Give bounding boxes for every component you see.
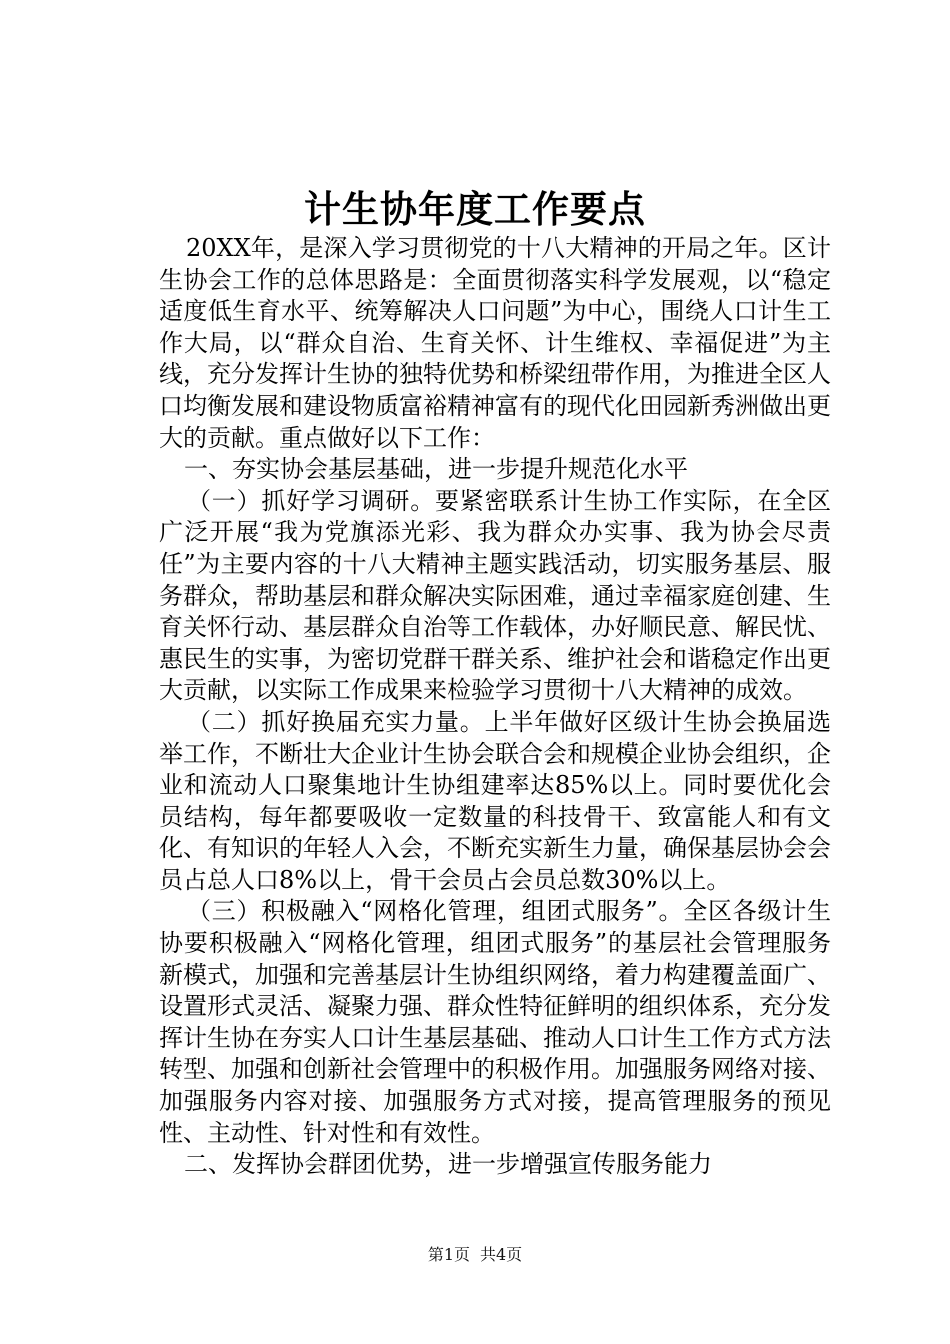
section-heading-2: 二、发挥协会群团优势，进一步增强宣传服务能力 [184,1150,712,1179]
section-heading-1: 一、夯实协会基层基础，进一步提升规范化水平 [184,455,688,484]
subsection-paragraph-1: （一）抓好学习调研。要紧密联系计生协工作实际，在全区广泛开展“我为党旗添光彩、我为群众办实事、我为协会尽责任”为主要内容的十八大精神主题实践活动，切实服务基层、服务群众，帮助基层和群众解决实际困难，通过幸福家庭创建、生育关怀行动、基层群众自治等工作载体，办好顺民意、解民忧、惠民生的实事，为密切党群干群关系、维护社会和谐稳定作出更大贡献，以实际工作成果来检验学习贯彻十八大精神的成效。 [159,486,831,705]
document-body [159,233,831,1181]
page-total: 共4页 [480,1245,523,1264]
subsection-paragraph-2: （二）抓好换届充实力量。上半年做好区级计生协会换届选举工作，不断壮大企业计生协会联合会和规模企业协会组织，企业和流动人口聚集地计生协组建率达85%以上。同时要优化会员结构，每年都要吸收一定数量的科技骨干、致富能人和有文化、有知识的年轻人入会，不断充实新生力量，确保基层协会会员占总人口8%以上，骨干会员占会员总数30%以上。 [159,707,831,894]
intro-paragraph: 20XX年，是深入学习贯彻党的十八大精神的开局之年。区计生协会工作的总体思路是：全面贯彻落实科学发展观，以“稳定适度低生育水平、统筹解决人口问题”为中心，围绕人口计生工作大局，以“群众自治、生育关怀、计生维权、幸福促进”为主线，充分发挥计生协的独特优势和桥梁纽带作用，为推进全区人口均衡发展和建设物质富裕精神富有的现代化田园新秀洲做出更大的贡献。重点做好以下工作： [159,234,831,452]
subsection-paragraph-3: （三）积极融入“网格化管理，组团式服务”。全区各级计生协要积极融入“网格化管理，组团式服务”的基层社会管理服务新模式，加强和完善基层计生协组织网络，着力构建覆盖面广、设置形式灵活、凝聚力强、群众性特征鲜明的组织体系，充分发挥计生协在夯实人口计生基层基础、推动人口计生工作方式方法转型、加强和创新社会管理中的积极作用。加强服务网络对接、加强服务内容对接、加强服务方式对接，提高管理服务的预见性、主动性、针对性和有效性。 [159,897,831,1147]
page-number: 第1页 [427,1245,470,1264]
document-title: 计生协年度工作要点 [304,187,646,231]
page-footer [0,1244,950,1266]
